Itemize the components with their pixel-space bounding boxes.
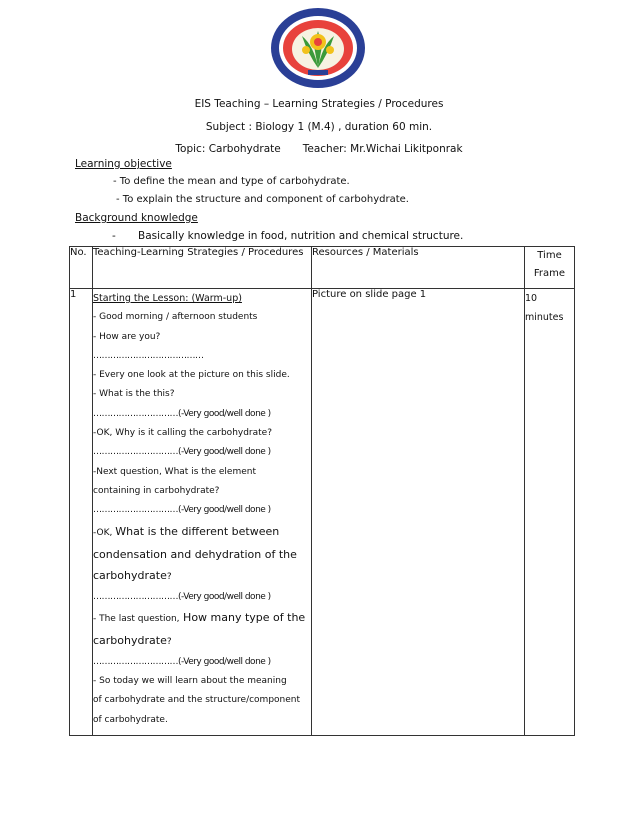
procedure-line: containing in carbohydrate? xyxy=(93,485,220,496)
warmup-heading: Starting the Lesson: (Warm-up) xyxy=(93,293,242,304)
header-time-frame xyxy=(525,247,575,289)
topic-text: Topic: Carbohydrate xyxy=(175,143,281,155)
question-text: How many type of the xyxy=(183,610,306,624)
procedure-line xyxy=(93,607,311,630)
procedure-line: condensation and dehydration of the xyxy=(93,547,297,561)
header-time: Time xyxy=(537,250,562,261)
topic-teacher-line xyxy=(0,143,638,155)
procedure-line: of carbohydrate. xyxy=(93,714,168,725)
time-unit: minutes xyxy=(525,312,564,323)
resources-cell: Picture on slide page 1 xyxy=(312,289,525,736)
procedure-line: of carbohydrate and the structure/component xyxy=(93,695,301,706)
procedure-line xyxy=(93,630,311,653)
header-resources: Resources / Materials xyxy=(312,247,525,289)
procedure-line: - Good morning / afternoon students xyxy=(93,312,258,323)
procedure-line: - Every one look at the picture on this slide. xyxy=(93,370,290,381)
answer-blank: …………………………(-Very good/well done ) xyxy=(93,505,271,516)
procedure-line: - How are you? xyxy=(93,331,161,342)
objective-item: - To define the mean and type of carbohydrate. xyxy=(113,176,350,187)
procedures-table xyxy=(69,246,575,736)
row-number: 1 xyxy=(70,289,93,736)
objective-item: - To explain the structure and component of carbohydrate. xyxy=(116,194,409,205)
procedure-line: -OK, Why is it calling the carbohydrate? xyxy=(93,428,272,439)
answer-blank: …………………………(-Very good/well done ) xyxy=(93,656,271,667)
ok-prefix: -OK, xyxy=(93,527,116,538)
table-row xyxy=(70,289,575,736)
answer-blank: ………………………………… xyxy=(93,350,204,361)
strategies-cell xyxy=(93,289,312,736)
question-prefix: - The last question, xyxy=(93,613,180,624)
learning-objective-heading: Learning objective xyxy=(75,158,172,170)
procedure-line: - So today we will learn about the meaning xyxy=(93,676,287,687)
header-frame: Frame xyxy=(533,268,566,279)
question-mark: ? xyxy=(166,571,172,582)
background-text: Basically knowledge in food, nutrition and chemical structure. xyxy=(138,230,464,242)
subject-line: Subject : Biology 1 (M.4) , duration 60 min. xyxy=(205,121,433,133)
table-header-row xyxy=(70,247,575,289)
answer-blank: …………………………(-Very good/well done ) xyxy=(93,447,271,458)
plan-title: EIS Teaching – Learning Strategies / Procedures xyxy=(194,98,444,110)
background-knowledge-item xyxy=(112,230,463,242)
bullet-dash: - xyxy=(112,230,116,242)
answer-blank: …………………………(-Very good/well done ) xyxy=(93,408,271,419)
procedure-line: - What is the this? xyxy=(93,389,175,400)
header-no: No. xyxy=(70,247,93,289)
question-text: carbohydrate xyxy=(93,568,167,582)
header-strategies: Teaching-Learning Strategies / Procedures xyxy=(93,247,312,289)
question-text: carbohydrate xyxy=(93,633,167,647)
procedure-line xyxy=(93,565,311,588)
answer-blank: …………………………(-Very good/well done ) xyxy=(93,591,271,602)
question-mark: ? xyxy=(166,636,172,647)
school-logo xyxy=(268,6,368,90)
time-value: 10 xyxy=(525,293,538,304)
procedure-line xyxy=(93,521,311,544)
teacher-text: Teacher: Mr.Wichai Likitponrak xyxy=(302,143,463,155)
background-knowledge-heading: Background knowledge xyxy=(75,212,198,224)
time-frame-cell xyxy=(525,289,575,736)
procedure-line: -Next question, What is the element xyxy=(93,466,256,477)
question-text: What is the different between xyxy=(115,524,280,538)
